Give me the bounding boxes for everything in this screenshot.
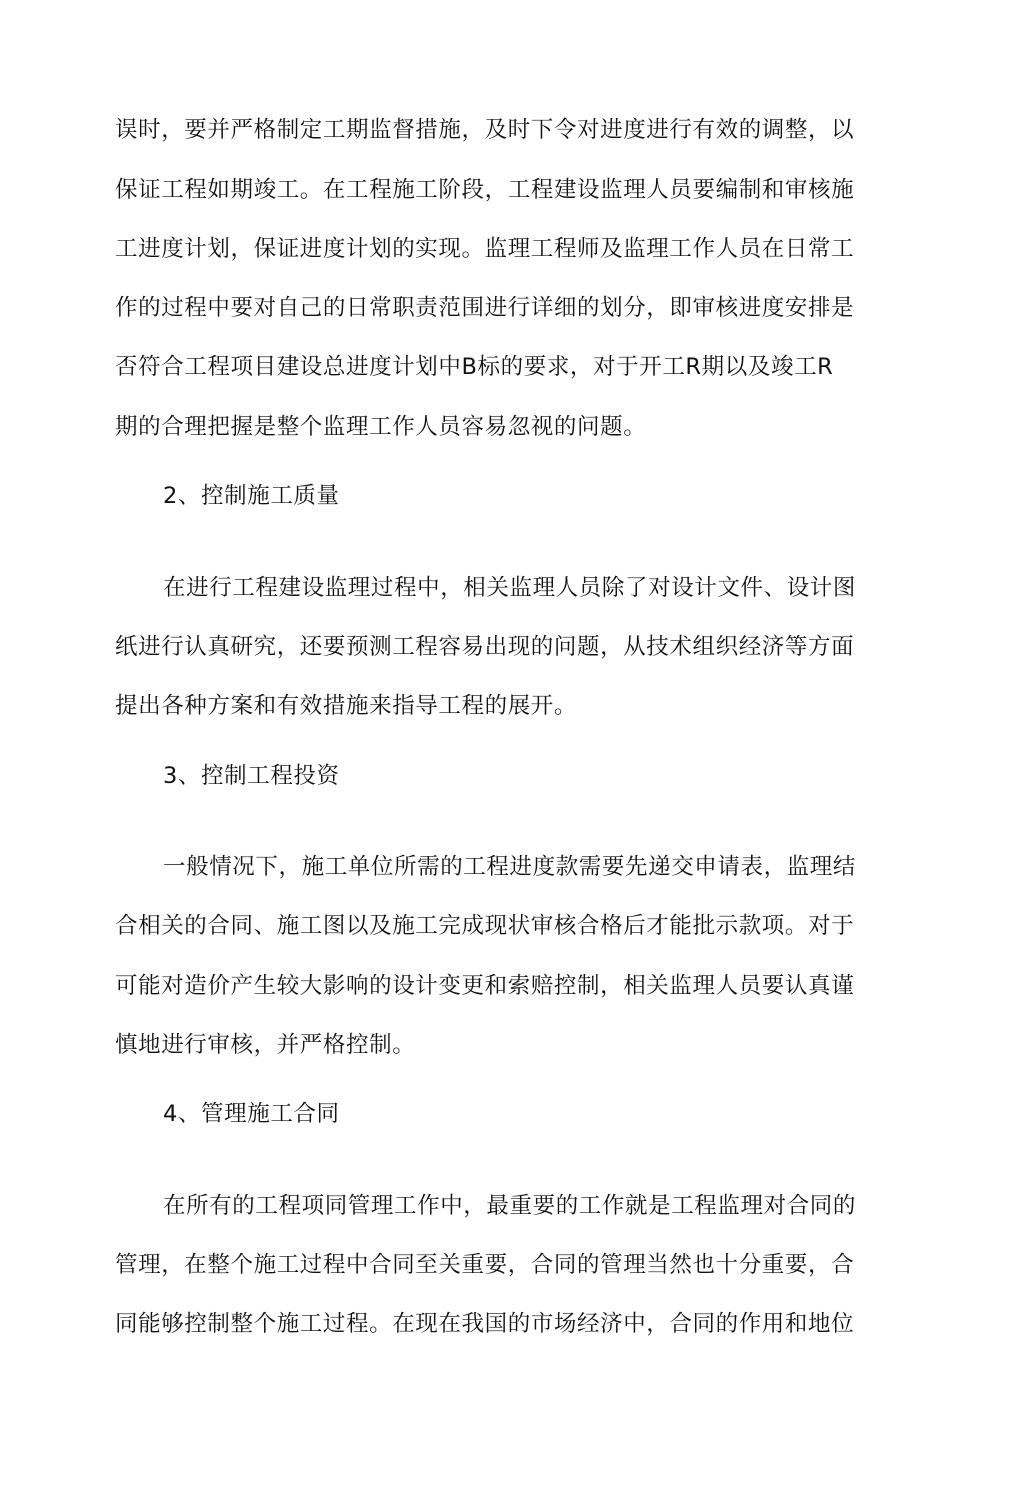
section-heading: 4、管理施工合同 xyxy=(163,1101,340,1127)
paragraph-line: 在所有的工程项同管理工作中，最重要的工作就是工程监理对合同的 xyxy=(163,1193,857,1219)
paragraph-line: 作的过程中要对自己的日常职责范围进行详细的划分，即审核进度安排是 xyxy=(115,295,855,321)
paragraph-line: 误时，要并严格制定工期监督措施，及时下令对进度进行有效的调整，以 xyxy=(115,117,855,143)
section-heading: 2、控制施工质量 xyxy=(163,483,340,509)
paragraph-line: 提出各种方案和有效措施来指导工程的展开。 xyxy=(115,693,578,719)
paragraph-line: 一般情况下，施工单位所需的工程进度款需要先递交申请表，监理结 xyxy=(163,854,857,880)
paragraph-line: 在进行工程建设监理过程中，相关监理人员除了对设计文件、设计图 xyxy=(163,575,857,601)
paragraph-line: 合相关的合同、施工图以及施工完成现状审核合格后才能批示款项。对于 xyxy=(115,913,855,939)
paragraph-line: 管理，在整个施工过程中合同至关重要，合同的管理当然也十分重要，合 xyxy=(115,1252,855,1278)
paragraph-line: 保证工程如期竣工。在工程施工阶段，工程建设监理人员要编制和审核施 xyxy=(115,177,855,203)
paragraph-line: 否符合工程项目建设总进度计划中B标的要求，对于开工R期以及竣工R xyxy=(115,354,834,380)
paragraph-line: 可能对造价产生较大影响的设计变更和索赔控制，相关监理人员要认真谨 xyxy=(115,973,855,999)
paragraph-line: 纸进行认真研究，还要预测工程容易出现的问题，从技术组织经济等方面 xyxy=(115,634,855,660)
section-heading: 3、控制工程投资 xyxy=(163,763,340,789)
paragraph-line: 期的合理把握是整个监理工作人员容易忽视的问题。 xyxy=(115,414,647,440)
paragraph-line: 同能够控制整个施工过程。在现在我国的市场经济中，合同的作用和地位 xyxy=(115,1311,855,1337)
paragraph-line: 慎地进行审核，并严格控制。 xyxy=(115,1032,416,1058)
paragraph-line: 工进度计划，保证进度计划的实现。监理工程师及监理工作人员在日常工 xyxy=(115,236,855,262)
